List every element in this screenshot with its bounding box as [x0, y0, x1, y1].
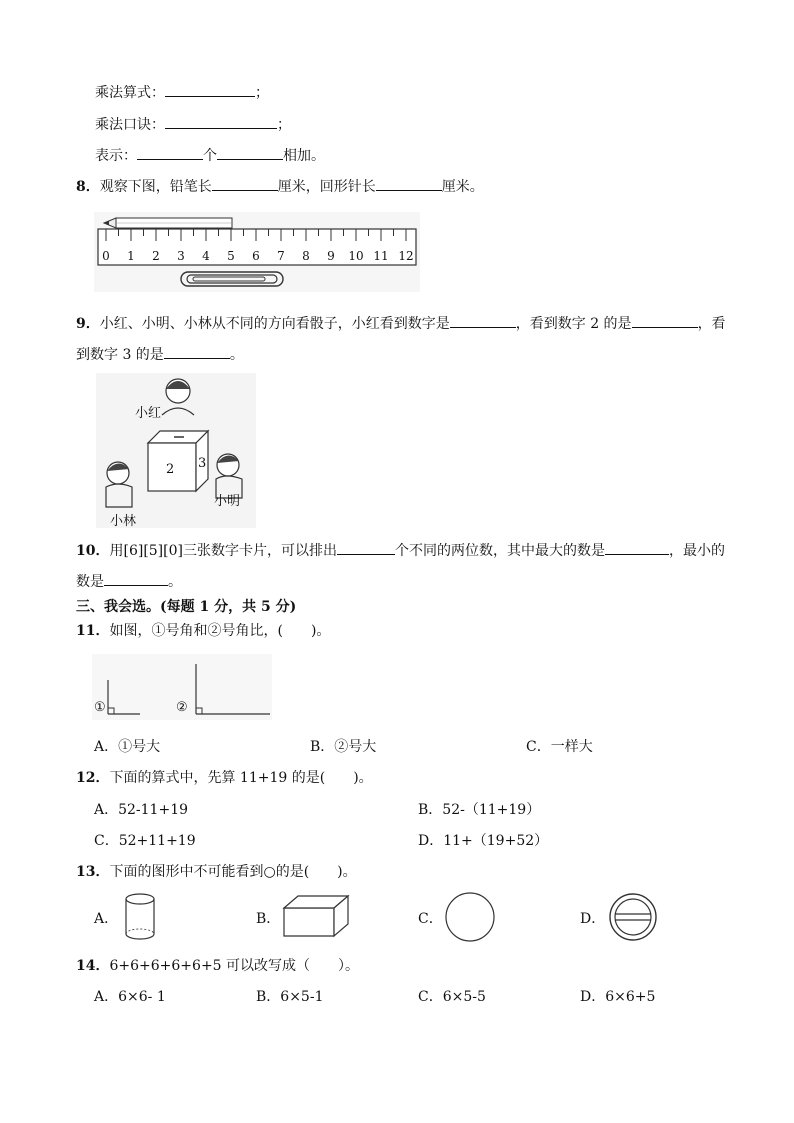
q14-number: 14．: [76, 958, 110, 974]
represent-line: [95, 145, 325, 165]
represent-ge: 个: [203, 148, 217, 164]
ruler-tick-label: 9: [327, 249, 335, 263]
represent-end: 相加。: [283, 148, 325, 164]
q10-number: 10．: [76, 543, 110, 559]
q9-text-a: 小红、小明、小林从不同的方向看骰子，小红看到数字是: [99, 316, 450, 332]
q11-option-a[interactable]: A．①号大: [94, 739, 161, 755]
q8-text-a: 观察下图，铅笔长: [99, 179, 212, 195]
mult-rhyme-blank[interactable]: [165, 114, 277, 129]
q13-option-b[interactable]: B．: [256, 911, 281, 927]
label-xiaoming: 小明: [214, 494, 241, 509]
mult-rhyme-label: 乘法口诀：: [95, 117, 165, 133]
q13-option-a[interactable]: A．: [94, 911, 119, 927]
q10-blank-3[interactable]: [104, 571, 168, 586]
q9-blank-2[interactable]: [632, 313, 698, 328]
sphere-with-band-icon: [608, 892, 658, 942]
ruler-tick-label: 8: [302, 249, 310, 263]
mult-formula-end: ；: [255, 85, 269, 101]
mult-rhyme-end: ；: [277, 117, 291, 133]
ruler-tick-label: 1: [127, 249, 135, 263]
q10-blank-1[interactable]: [337, 540, 395, 555]
q14-line: [76, 957, 359, 975]
q14-option-a[interactable]: A．6×6- 1: [94, 989, 166, 1005]
q9-text-b: ，看到数字 2 的是: [515, 316, 632, 332]
q14-option-b[interactable]: B．6×5-1: [256, 989, 324, 1005]
q12-number: 12．: [76, 770, 110, 786]
q14-option-d[interactable]: D．6×6+5: [580, 989, 656, 1005]
q12-option-d[interactable]: D．11+（19+52）: [418, 833, 549, 849]
ruler-tick-label: 11: [373, 249, 389, 263]
q10-line-2: [76, 571, 182, 591]
q8-blank-pencil[interactable]: [212, 176, 278, 191]
q10-text-c: ，最小的: [668, 543, 725, 559]
q13-number: 13．: [76, 864, 110, 880]
q10-text-a: 用[6][5][0]三张数字卡片，可以排出: [109, 543, 337, 559]
angle-2-label: ②: [176, 700, 188, 715]
q11-option-b[interactable]: B．②号大: [310, 739, 377, 755]
q8-number: 8．: [76, 179, 100, 195]
represent-label: 表示：: [95, 148, 137, 164]
die-face-front: 2: [166, 462, 175, 477]
q12-line: [76, 769, 373, 787]
ruler-tick-label: 0: [102, 249, 110, 263]
q14-option-c[interactable]: C．6×5-5: [418, 989, 486, 1005]
q12-option-b[interactable]: B．52-（11+19）: [418, 802, 541, 818]
q13-line: [76, 863, 357, 881]
ruler-tick-label: 5: [227, 249, 235, 263]
cuboid-icon: [282, 894, 352, 938]
q11-number: 11．: [76, 623, 110, 639]
q13-option-c[interactable]: C．: [418, 911, 443, 927]
ruler-figure: [94, 212, 420, 292]
cylinder-icon: [120, 892, 160, 942]
q9-line-1: [76, 313, 726, 333]
q10-line-1: [76, 540, 725, 560]
q10-blank-2[interactable]: [605, 540, 669, 555]
q12-option-a[interactable]: A．52-11+19: [94, 802, 189, 818]
ruler-tick-label: 4: [202, 249, 210, 263]
q9-text-e: 。: [229, 347, 244, 363]
ruler-tick-label: 2: [152, 249, 160, 263]
circle-icon: [444, 892, 496, 942]
ruler-tick-label: 7: [277, 249, 285, 263]
q10-text-e: 。: [168, 574, 182, 590]
angle-1-label: ①: [94, 700, 106, 715]
ruler-tick-label: 6: [252, 249, 260, 263]
q9-blank-1[interactable]: [450, 313, 516, 328]
label-xiaolin: 小林: [110, 514, 137, 529]
ruler-tick-label: 3: [177, 249, 185, 263]
q9-text-d: 到数字 3 的是: [76, 347, 164, 363]
q12-text: 下面的算式中，先算 11+19 的是( )。: [109, 770, 373, 786]
mult-formula-blank[interactable]: [165, 82, 255, 97]
mult-formula-line: [95, 82, 269, 102]
q13-option-d[interactable]: D．: [580, 911, 606, 927]
represent-blank-1[interactable]: [137, 145, 203, 160]
mult-formula-label: 乘法算式：: [95, 85, 165, 101]
ruler-tick-label: 12: [398, 249, 414, 263]
q9-blank-3[interactable]: [164, 344, 230, 359]
mult-rhyme-line: [95, 114, 291, 134]
q12-option-c[interactable]: C．52+11+19: [94, 833, 196, 849]
q10-text-b: 个不同的两位数，其中最大的数是: [394, 543, 605, 559]
label-xiaohong: 小红: [135, 406, 162, 421]
q10-text-d: 数是: [76, 574, 104, 590]
q14-text: 6+6+6+6+6+5 可以改写成（ ）。: [109, 958, 360, 974]
represent-blank-2[interactable]: [217, 145, 283, 160]
q9-text-c: ，看: [697, 316, 726, 332]
section-3-title: 三、我会选。(每题 1 分，共 5 分): [76, 599, 297, 615]
q9-number: 9．: [76, 316, 100, 332]
q13-text: 下面的图形中不可能看到○的是( )。: [109, 864, 357, 880]
ruler-tick-label: 10: [348, 249, 364, 263]
q8-text-b: 厘米，回形针长: [277, 179, 376, 195]
die-face-side: 3: [198, 456, 207, 471]
q8-line: [76, 176, 484, 196]
q8-text-c: 厘米。: [441, 179, 484, 195]
q8-blank-clip[interactable]: [376, 176, 442, 191]
q9-line-2: [76, 344, 244, 364]
q11-option-c[interactable]: C．一样大: [526, 739, 593, 755]
q11-line: [76, 622, 330, 640]
q11-text: 如图，①号角和②号角比，( )。: [109, 623, 331, 639]
pencil-icon: [104, 218, 232, 228]
